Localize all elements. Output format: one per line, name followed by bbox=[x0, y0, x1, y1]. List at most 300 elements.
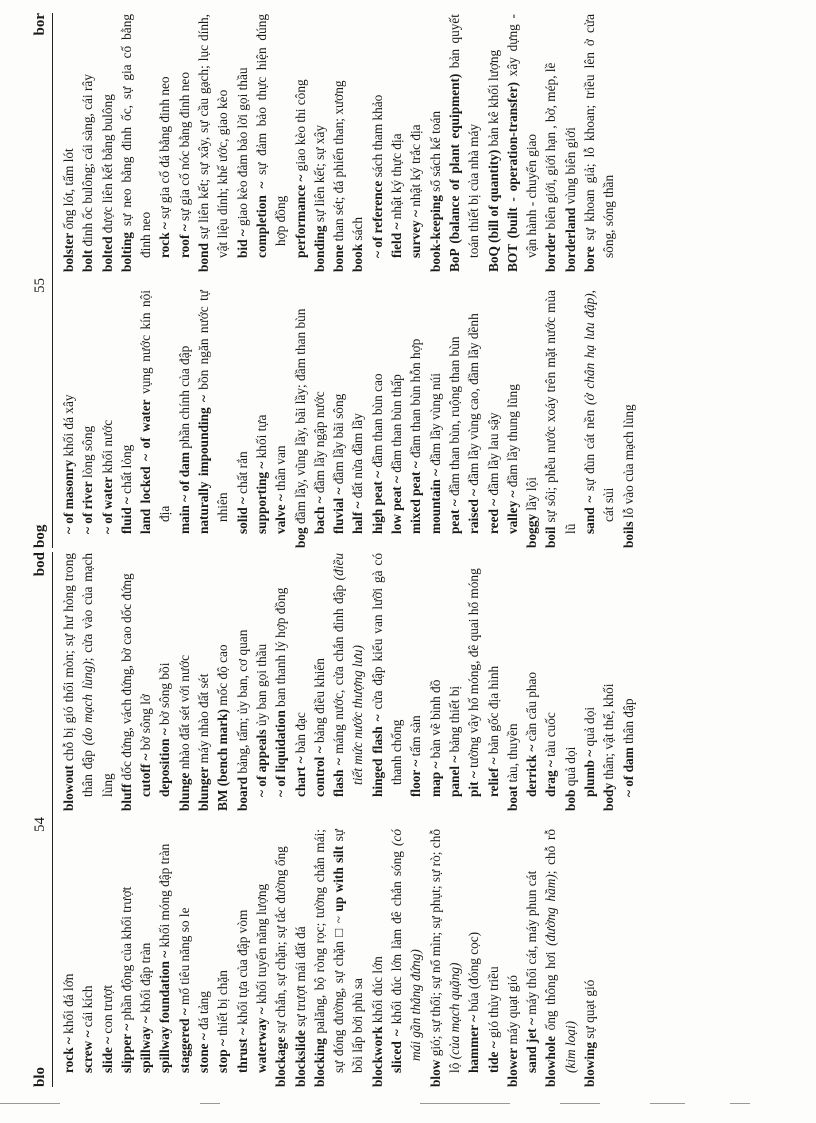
definition: bờ sông lở bbox=[138, 694, 154, 754]
definition: tường vây hố móng, đê quai hố móng bbox=[466, 568, 482, 772]
entry bbox=[98, 14, 117, 272]
header-first-word: blo bbox=[32, 1066, 48, 1087]
subentry bbox=[117, 290, 136, 548]
headword: relief ~ bbox=[485, 757, 501, 797]
headword: spillway ~ bbox=[138, 1016, 154, 1073]
entry bbox=[291, 290, 310, 548]
entry bbox=[426, 14, 445, 272]
page-header bbox=[28, 13, 53, 548]
definition: đầm lầy thung lũng bbox=[504, 384, 520, 491]
definition: đầm lầy, vũng lầy, bãi lầy; đầm than bùn bbox=[292, 308, 308, 528]
headword: staggered ~ bbox=[176, 1008, 192, 1073]
header-last-word: bor bbox=[32, 13, 48, 36]
entry bbox=[348, 14, 367, 272]
subentry bbox=[387, 290, 406, 548]
subentry bbox=[175, 829, 194, 1087]
note: (điều tiết mức nước thượng lưu) bbox=[331, 553, 366, 785]
subentry bbox=[136, 553, 155, 811]
headword: ~ of dam bbox=[620, 747, 636, 797]
scan-artifact bbox=[0, 1100, 816, 1108]
definition: đầm than bùn cao bbox=[369, 373, 385, 471]
definition: ống lót, tấm lót bbox=[61, 148, 76, 233]
definition: bản kê khối lượng bbox=[485, 49, 501, 150]
headword: sliced ~ bbox=[389, 1029, 405, 1073]
headword: slide ~ bbox=[99, 1036, 115, 1073]
definition: ; cửa vào của mạch lùng bbox=[80, 552, 115, 797]
definition: vụng nước kín nội địa bbox=[138, 290, 173, 522]
subentry bbox=[445, 553, 464, 811]
definition: máy thổi cát, máy phun cát bbox=[524, 870, 540, 1019]
subentry bbox=[387, 14, 406, 272]
headword: drag ~ bbox=[543, 760, 559, 797]
definition: sự trượt mái đất đá bbox=[292, 926, 308, 1031]
headword: main ~ of dam bbox=[176, 452, 192, 534]
headword: field ~ bbox=[389, 222, 405, 258]
definition: khối đúc lớn làm đê chắn sóng bbox=[389, 845, 405, 1030]
headword: borderland bbox=[562, 207, 578, 272]
subentry bbox=[233, 14, 252, 272]
definition: khối tựa của đập vòm bbox=[234, 909, 250, 1029]
definition: ống thông hơi bbox=[543, 945, 559, 1037]
subentry bbox=[310, 553, 329, 811]
note: (kim loại) bbox=[562, 1020, 578, 1073]
headword: bach ~ bbox=[311, 496, 327, 534]
definition: đầm lầy vùng núi bbox=[427, 373, 443, 470]
definition: bảng thiết bị bbox=[446, 685, 462, 756]
entry bbox=[194, 553, 213, 811]
headword: BM (bench mark) bbox=[215, 709, 231, 811]
column bbox=[59, 14, 638, 272]
column bbox=[59, 553, 638, 811]
subentry bbox=[291, 14, 310, 272]
subentry bbox=[348, 290, 367, 548]
definition: được liên kết bằng bulông bbox=[99, 94, 115, 237]
page-number: 54 bbox=[32, 817, 48, 832]
entry bbox=[78, 14, 97, 272]
headword: bore bbox=[582, 246, 598, 272]
headword: plumb ~ bbox=[582, 749, 598, 797]
headword: blowout bbox=[61, 765, 76, 811]
headword: performance ~ bbox=[292, 174, 308, 258]
entry bbox=[194, 14, 233, 272]
headword: body bbox=[601, 782, 617, 811]
definition: gió thủy triều bbox=[485, 966, 501, 1042]
definition: khối tuyến năng lượng bbox=[253, 883, 269, 1008]
header-last-word: bod bbox=[32, 552, 48, 577]
right-page bbox=[28, 13, 816, 548]
definition: sự đùn cát nền bbox=[582, 404, 598, 496]
page-header bbox=[28, 552, 53, 1087]
entry bbox=[117, 553, 136, 811]
headword: tide ~ bbox=[485, 1041, 501, 1073]
definition: lầy lội bbox=[524, 477, 540, 514]
definition: vùng biên giới bbox=[562, 127, 578, 208]
definition: ban thanh lý hợp đồng bbox=[273, 587, 289, 711]
headword: supporting ~ bbox=[253, 461, 269, 534]
headword: border bbox=[543, 232, 559, 272]
headword: slipper ~ bbox=[118, 1023, 134, 1073]
definition: sự đảm bảo thực hiện đúng hợp đồng bbox=[253, 14, 289, 246]
definition: bản quyết toán thiết bị của nhà máy bbox=[446, 14, 482, 258]
entry bbox=[310, 829, 368, 1087]
headword: blockage bbox=[273, 1036, 289, 1087]
definition: biên giới, giới hạn , bờ, mép, lề bbox=[543, 62, 559, 233]
definition: chất rắn bbox=[234, 451, 250, 498]
entry bbox=[503, 829, 522, 1087]
definition: cửa đập kiểu van lưỡi gà có thanh chống bbox=[369, 553, 405, 785]
subentry bbox=[580, 553, 599, 811]
headword: up with silt bbox=[331, 845, 347, 912]
definition: thân đập bbox=[620, 698, 636, 748]
subentry bbox=[252, 829, 271, 1087]
definition: sự liên kết; sự xây bbox=[311, 124, 327, 226]
headword: blockwork bbox=[369, 1026, 385, 1087]
headword: ~ of reference bbox=[369, 180, 385, 258]
headword: high peat ~ bbox=[369, 470, 385, 534]
definition: lỗ vào của mạch lùng bbox=[620, 404, 636, 522]
definition: sự gia cố đá bằng đinh neo bbox=[157, 76, 173, 223]
headword: cutoff ~ bbox=[138, 753, 154, 797]
note: (có mái gần thẳng đứng) bbox=[389, 829, 424, 1061]
definition: sự quạt gió bbox=[582, 979, 598, 1042]
subentry bbox=[580, 290, 619, 548]
definition: sự gia cố nóc bằng đinh neo bbox=[176, 72, 192, 225]
subentry bbox=[117, 829, 136, 1087]
subentry bbox=[406, 290, 425, 548]
headword: bluff bbox=[118, 783, 134, 811]
headword: bob bbox=[562, 789, 578, 811]
definition: sự neo bằng đinh ốc, sự gia cố bằng đinh neo bbox=[118, 14, 154, 258]
definition: ; chỗ rỗ bbox=[543, 828, 559, 875]
definition: sổ sách kế toán bbox=[427, 110, 443, 196]
definition: máy nhào đất sét bbox=[196, 673, 212, 767]
entry bbox=[561, 14, 580, 272]
headword: BOT (built - operation-transfer) bbox=[504, 82, 520, 272]
definition: bàn đạc bbox=[292, 712, 308, 757]
definition: đầm lầy lau sậy bbox=[485, 412, 501, 499]
definition: đinh ốc bulông; cái sàng, cái rây bbox=[80, 74, 96, 250]
subentry bbox=[136, 829, 155, 1087]
subentry bbox=[78, 290, 97, 548]
subentry bbox=[271, 290, 290, 548]
entry bbox=[291, 829, 310, 1087]
headword: control ~ bbox=[311, 746, 327, 797]
subentry bbox=[310, 290, 329, 548]
definition: đá tảng bbox=[196, 991, 212, 1034]
header-first-word: bog bbox=[32, 524, 48, 548]
definition: khối nước bbox=[99, 419, 115, 477]
subentry bbox=[59, 290, 78, 548]
headword: map ~ bbox=[427, 761, 443, 797]
headword: hammer ~ bbox=[466, 1015, 482, 1073]
subentry bbox=[503, 290, 522, 548]
subentry bbox=[59, 829, 78, 1087]
definition: bồn ngăn nước tự nhiên bbox=[196, 290, 231, 522]
subentry bbox=[252, 553, 271, 811]
definition: giao kèo thi công bbox=[292, 79, 308, 175]
entry bbox=[329, 14, 348, 272]
entry bbox=[541, 14, 560, 272]
subentry bbox=[98, 829, 117, 1087]
entry bbox=[503, 14, 542, 272]
definition: nhật ký trắc địa bbox=[408, 124, 424, 211]
headword: fluid ~ bbox=[118, 497, 134, 534]
definition: khối đập tràn bbox=[138, 942, 154, 1017]
headword: bolted bbox=[99, 236, 115, 272]
subentry bbox=[213, 829, 232, 1087]
headword: waterway ~ bbox=[253, 1007, 269, 1073]
subentry bbox=[194, 829, 213, 1087]
headword: floor ~ bbox=[408, 759, 424, 797]
headword: flash ~ bbox=[331, 758, 347, 797]
definition: con trượt bbox=[99, 984, 115, 1037]
subentry bbox=[233, 829, 252, 1087]
headword: BoQ (bill of quantity) bbox=[485, 149, 501, 272]
headword: blunger bbox=[196, 766, 212, 811]
headword: blocking bbox=[311, 1038, 327, 1087]
headword: deposition ~ bbox=[157, 728, 173, 797]
subentry bbox=[464, 829, 483, 1087]
entry bbox=[522, 290, 541, 548]
headword: stop ~ bbox=[215, 1039, 231, 1073]
entry bbox=[213, 553, 232, 811]
definition: , cát sủi bbox=[582, 290, 617, 522]
definition: khối tựa bbox=[253, 414, 269, 462]
entry bbox=[426, 829, 465, 1087]
headword: ~ of appeals bbox=[253, 729, 269, 797]
headword: boggy bbox=[524, 514, 540, 548]
subentry bbox=[445, 290, 464, 548]
headword: blowhole bbox=[543, 1036, 559, 1087]
definition: khối đá xây bbox=[61, 394, 76, 460]
headword: bond bbox=[196, 243, 212, 272]
entry bbox=[310, 14, 329, 272]
headword: survey ~ bbox=[408, 210, 424, 258]
definition: mốc độ cao bbox=[215, 644, 231, 710]
definition: nhào đất sét với nước bbox=[176, 654, 192, 773]
headword: bolting bbox=[118, 232, 134, 272]
headword: stone ~ bbox=[196, 1033, 212, 1073]
definition: dốc đứng, vách đứng, bờ cao dốc đứng bbox=[118, 573, 134, 784]
subentry bbox=[406, 553, 425, 811]
definition: khối đá lớn bbox=[61, 973, 76, 1038]
subentry bbox=[541, 553, 560, 811]
headword: blow bbox=[427, 1059, 443, 1087]
headword: solid ~ bbox=[234, 497, 250, 534]
subentry bbox=[136, 290, 175, 548]
entry bbox=[484, 14, 503, 272]
column bbox=[59, 829, 638, 1087]
definition: tàu cuốc bbox=[543, 712, 559, 761]
headword: hinged flash ~ bbox=[369, 714, 385, 797]
definition: chất lỏng bbox=[118, 444, 134, 498]
definition: tàu, thuyền bbox=[504, 723, 520, 786]
headword: chart ~ bbox=[292, 756, 308, 797]
column bbox=[59, 290, 638, 548]
headword: roof ~ bbox=[176, 224, 192, 258]
entry bbox=[368, 829, 387, 1087]
headword: naturally impounding ~ bbox=[196, 395, 212, 534]
definition: cái kích bbox=[80, 985, 96, 1031]
subentry bbox=[484, 553, 503, 811]
subentry bbox=[368, 14, 387, 272]
headword: rock ~ bbox=[61, 1037, 76, 1073]
entry bbox=[59, 14, 78, 272]
definition: tấm sàn bbox=[408, 715, 424, 760]
entry bbox=[580, 829, 599, 1087]
page-number: 55 bbox=[32, 278, 48, 293]
subentry bbox=[98, 290, 117, 548]
definition: phần động của khối trượt bbox=[118, 886, 134, 1024]
left-page bbox=[28, 552, 816, 1087]
headword: panel ~ bbox=[446, 755, 462, 797]
headword: pit ~ bbox=[466, 771, 482, 797]
definition: cần cẩu phao bbox=[524, 671, 540, 745]
definition: than sét; đá phiến than; xương bbox=[331, 80, 347, 245]
entry bbox=[541, 829, 580, 1087]
definition: thiết bị chặn bbox=[215, 970, 231, 1040]
headword: sand jet ~ bbox=[524, 1018, 540, 1073]
note: (của mạch quặng) bbox=[446, 962, 462, 1060]
subentry bbox=[175, 290, 194, 548]
definition: khối móng đập tràn bbox=[157, 843, 173, 951]
headword: low peat ~ bbox=[389, 476, 405, 534]
definition: bản gốc địa hình bbox=[485, 665, 501, 758]
entry bbox=[271, 829, 290, 1087]
subentry bbox=[484, 290, 503, 548]
subentry bbox=[252, 14, 291, 272]
subentry bbox=[522, 553, 541, 811]
entry bbox=[580, 14, 619, 272]
definition: quả dọi bbox=[582, 706, 598, 750]
entry bbox=[561, 553, 580, 811]
definition: palăng, bộ ròng rọc; tường chắn mái; sự đóng đường, sự chặn □ ~ bbox=[311, 829, 347, 1073]
subentry bbox=[426, 290, 445, 548]
headword: rock ~ bbox=[157, 222, 173, 258]
definition: đầm lầy ngập nước bbox=[311, 391, 327, 497]
note: (đường hầm) bbox=[543, 874, 559, 946]
definition: xây dựng - vận hành - chuyển giao bbox=[504, 14, 540, 258]
definition: bảng, tấm; ủy ban, cơ quan bbox=[234, 629, 250, 777]
definition: máy quạt gió bbox=[504, 975, 520, 1048]
definition: thân van bbox=[273, 445, 289, 495]
subentry bbox=[464, 290, 483, 548]
subentry bbox=[194, 290, 233, 548]
entry bbox=[619, 290, 638, 548]
definition: sự sôi; phễu nước xoáy trên mặt nước mùa lũ bbox=[543, 290, 578, 534]
headword: completion ~ bbox=[253, 181, 269, 258]
definition: đầm than bùn, ruộng than bùn bbox=[446, 336, 462, 500]
definition: đầm than bùn thấp bbox=[389, 374, 405, 477]
headword: book bbox=[350, 243, 366, 272]
definition: sự chắn, sự chặn; sự tắc đường ống bbox=[273, 846, 289, 1037]
definition: sự liên kết; sự xây, sự cầu gạch; lục dính, vật liệu dính; khế ước, giao kèo bbox=[196, 14, 231, 258]
headword: bog bbox=[292, 527, 308, 548]
headword: spillway foundation ~ bbox=[157, 950, 173, 1073]
headword: raised ~ bbox=[466, 489, 482, 534]
definition: nhật ký thực địa bbox=[389, 133, 405, 223]
note: (ở chân hạ lưu đập) bbox=[582, 293, 598, 405]
entry bbox=[503, 553, 522, 811]
subentry bbox=[522, 829, 541, 1087]
subentry bbox=[271, 553, 290, 811]
definition: sách tham khảo bbox=[369, 94, 385, 181]
entry bbox=[59, 553, 117, 811]
headword: valley ~ bbox=[504, 490, 520, 534]
headword: BoP (balance of plant equipment) bbox=[446, 73, 462, 272]
definition: bảng điều khiển bbox=[311, 658, 327, 747]
headword: fluvial ~ bbox=[331, 487, 347, 534]
entry bbox=[599, 553, 618, 811]
definition: gió; sự thổi; sự nổ mìn; sự phụt; sự rò; chỗ lộ bbox=[427, 829, 462, 1073]
subentry bbox=[78, 829, 97, 1087]
headword: mountain ~ bbox=[427, 469, 443, 534]
subentry bbox=[233, 290, 252, 548]
entry bbox=[541, 290, 580, 548]
definition: đầm lầy vùng cao, đầm lầy dềnh bbox=[466, 313, 482, 490]
definition: thân; vật thể, khối bbox=[601, 683, 617, 783]
subentry bbox=[155, 14, 174, 272]
headword: blowing bbox=[582, 1041, 598, 1087]
subentry bbox=[155, 829, 174, 1087]
headword: bone bbox=[331, 244, 347, 272]
headword: board bbox=[234, 777, 250, 811]
definition: ủy ban gọi thầu bbox=[253, 643, 269, 730]
definition: búa (đóng cọc) bbox=[466, 931, 482, 1015]
definition: bờ sông bồi bbox=[157, 662, 173, 729]
definition: sách bbox=[350, 216, 366, 244]
headword: reed ~ bbox=[485, 498, 501, 534]
note: (do mạch lùng) bbox=[80, 661, 96, 746]
definition: giao kèo đảm bảo lời gọi thầu bbox=[234, 67, 250, 230]
subentry bbox=[426, 553, 445, 811]
subentry bbox=[368, 290, 387, 548]
subentry bbox=[368, 553, 407, 811]
subentry bbox=[329, 553, 368, 811]
definition: phần chính của đập bbox=[176, 345, 192, 453]
headword: ~ of water bbox=[99, 476, 115, 534]
definition: đầm than bùn hỗn hợp bbox=[408, 338, 424, 462]
entry bbox=[175, 553, 194, 811]
subentry bbox=[175, 14, 194, 272]
definition: lòng sông bbox=[80, 425, 96, 482]
headword: half ~ bbox=[350, 501, 366, 534]
definition: sự khoan giả; lỗ khoan; triều lên ở cửa sông, sóng thần bbox=[582, 14, 617, 258]
entry bbox=[445, 14, 484, 272]
headword: sand ~ bbox=[582, 495, 598, 534]
headword: bonding bbox=[311, 225, 327, 272]
subentry bbox=[406, 14, 425, 272]
headword: bolster bbox=[61, 232, 76, 272]
definition: mố tiêu năng so le bbox=[176, 907, 192, 1009]
headword: book-keeping bbox=[427, 195, 443, 272]
subentry bbox=[619, 553, 638, 811]
headword: bolt bbox=[80, 249, 96, 272]
entry bbox=[233, 553, 252, 811]
headword: blockslide bbox=[292, 1030, 308, 1087]
headword: boil bbox=[543, 526, 559, 548]
subentry bbox=[464, 553, 483, 811]
definition: đầm lầy bãi sông bbox=[331, 393, 347, 488]
subentry bbox=[484, 829, 503, 1087]
headword: ~ of liquidation bbox=[273, 710, 289, 797]
definition: bàn vẽ bình đồ bbox=[427, 679, 443, 762]
headword: mixed peat ~ bbox=[408, 461, 424, 534]
headword: peat ~ bbox=[446, 499, 462, 534]
definition: sự bồi lấp bởi phù sa bbox=[331, 829, 366, 1073]
headword: ~ of river bbox=[80, 481, 96, 534]
definition: đất nửa đầm lầy bbox=[350, 413, 366, 502]
